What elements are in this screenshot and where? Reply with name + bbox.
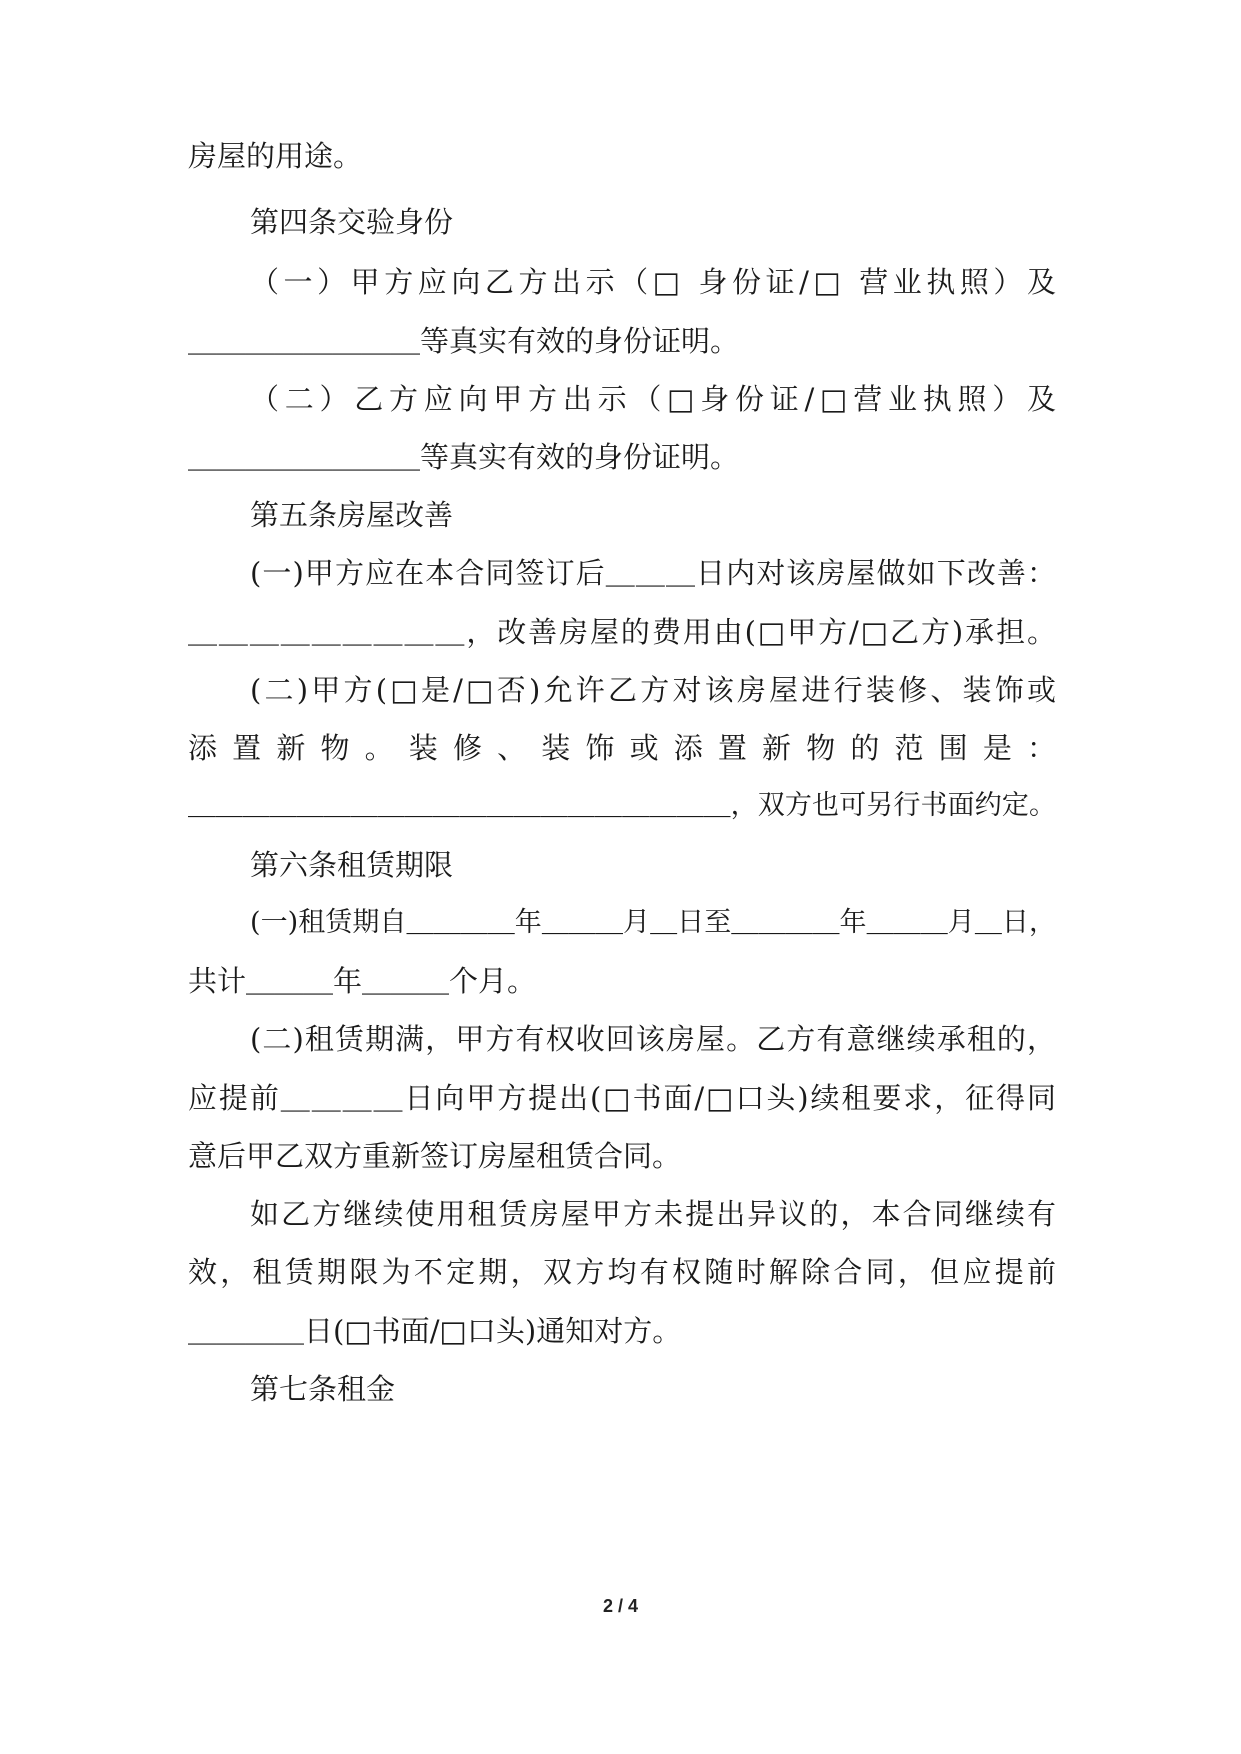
section-heading: 第四条交验身份	[250, 205, 454, 239]
text-line: (二)甲方(□是/□否)允许乙方对该房屋进行装修、装饰或	[250, 673, 1056, 707]
section-heading: 第七条租金	[250, 1372, 396, 1406]
section-heading: 第六条租赁期限	[250, 848, 454, 882]
text-line: （一）甲方应向乙方出示（□ 身份证/□ 营业执照）及	[250, 265, 1056, 299]
text-line: 应提前＿＿＿＿日向甲方提出(□书面/□口头)续租要求，征得同	[188, 1081, 1056, 1115]
text-line: 房屋的用途。	[188, 139, 363, 173]
section-heading: 第五条房屋改善	[250, 498, 454, 532]
text-line: ＿＿＿＿＿＿＿＿等真实有效的身份证明。	[188, 440, 740, 474]
text-line: (一)甲方应在本合同签订后＿＿＿日内对该房屋做如下改善：	[250, 556, 1056, 590]
text-line: 共计＿＿＿年＿＿＿个月。	[188, 964, 537, 998]
text-line: 效，租赁期限为不定期，双方均有权随时解除合同，但应提前	[188, 1255, 1056, 1289]
text-line: 意后甲乙双方重新签订房屋租赁合同。	[188, 1139, 682, 1173]
text-line: 添置新物。装修、装饰或添置新物的范围是：	[188, 731, 1056, 765]
text-line: ＿＿＿＿＿＿＿＿等真实有效的身份证明。	[188, 324, 740, 358]
page-number: 2 / 4	[602, 1596, 639, 1616]
text-line: （二）乙方应向甲方出示（□身份证/□营业执照）及	[250, 382, 1056, 416]
text-line: ＿＿＿＿＿＿＿＿＿，改善房屋的费用由(□甲方/□乙方)承担。	[188, 615, 1056, 649]
text-line: ＿＿＿＿＿＿＿＿＿＿＿＿＿＿＿＿＿＿＿＿，双方也可另行书面约定。	[188, 790, 1056, 821]
text-line: (一)租赁期自＿＿＿＿年＿＿＿月＿日至＿＿＿＿年＿＿＿月＿日，	[250, 907, 1056, 938]
text-line: (二)租赁期满，甲方有权收回该房屋。乙方有意继续承租的，	[250, 1022, 1056, 1056]
text-line: 如乙方继续使用租赁房屋甲方未提出异议的，本合同继续有	[250, 1197, 1056, 1231]
text-line: ＿＿＿＿日(□书面/□口头)通知对方。	[188, 1314, 682, 1348]
